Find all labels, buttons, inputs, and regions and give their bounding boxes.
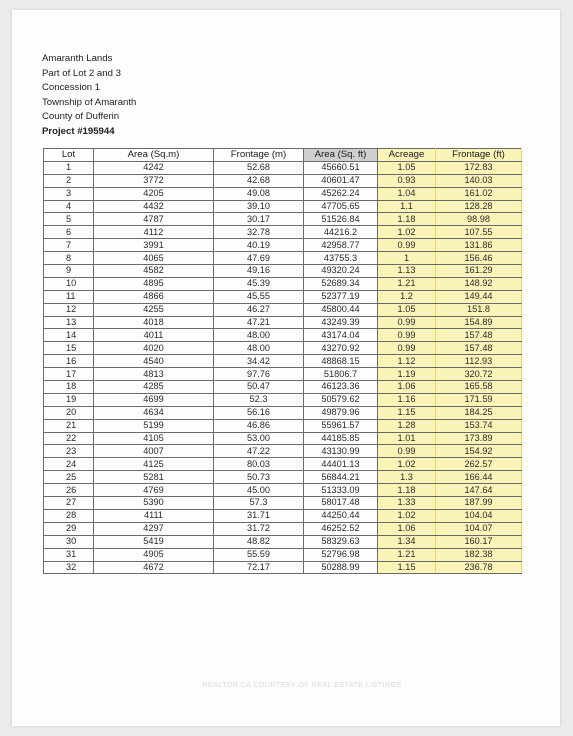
cell-area-sqm: 4297 xyxy=(94,522,214,535)
cell-frontage-ft: 131.86 xyxy=(436,239,522,252)
cell-lot: 5 xyxy=(44,213,94,226)
cell-frontage-m: 52.3 xyxy=(214,393,304,406)
table-row xyxy=(44,329,522,342)
cell-frontage-ft: 157.48 xyxy=(436,342,522,355)
table-row xyxy=(44,484,522,497)
cell-frontage-ft: 161.02 xyxy=(436,187,522,200)
cell-area-sqm: 3991 xyxy=(94,239,214,252)
cell-lot: 2 xyxy=(44,174,94,187)
cell-area-sqft: 48868.15 xyxy=(304,355,378,368)
cell-acreage: 1.33 xyxy=(378,497,436,510)
cell-area-sqm: 5419 xyxy=(94,535,214,548)
cell-frontage-m: 32.78 xyxy=(214,226,304,239)
cell-acreage: 1.05 xyxy=(378,303,436,316)
cell-frontage-m: 57.3 xyxy=(214,497,304,510)
cell-lot: 4 xyxy=(44,200,94,213)
cell-lot: 14 xyxy=(44,329,94,342)
cell-lot: 23 xyxy=(44,445,94,458)
cell-acreage: 1.21 xyxy=(378,277,436,290)
cell-acreage: 1.16 xyxy=(378,393,436,406)
cell-frontage-ft: 104.04 xyxy=(436,509,522,522)
cell-frontage-m: 47.22 xyxy=(214,445,304,458)
cell-lot: 8 xyxy=(44,252,94,265)
table-row xyxy=(44,174,522,187)
cell-area-sqm: 4255 xyxy=(94,303,214,316)
cell-area-sqft: 51526.84 xyxy=(304,213,378,226)
cell-frontage-m: 42.68 xyxy=(214,174,304,187)
cell-acreage: 0.99 xyxy=(378,316,436,329)
cell-area-sqm: 4285 xyxy=(94,381,214,394)
cell-lot: 15 xyxy=(44,342,94,355)
table-row xyxy=(44,187,522,200)
cell-area-sqft: 43270.92 xyxy=(304,342,378,355)
table-row xyxy=(44,471,522,484)
cell-frontage-m: 48.00 xyxy=(214,329,304,342)
cell-frontage-ft: 161.29 xyxy=(436,265,522,278)
cell-area-sqm: 4112 xyxy=(94,226,214,239)
table-row xyxy=(44,252,522,265)
cell-frontage-m: 40.19 xyxy=(214,239,304,252)
col-header-frontage-m: Frontage (m) xyxy=(214,149,304,162)
cell-area-sqm: 4065 xyxy=(94,252,214,265)
header-township: Township of Amaranth xyxy=(42,96,137,108)
cell-area-sqm: 4905 xyxy=(94,548,214,561)
cell-acreage: 1.18 xyxy=(378,213,436,226)
col-header-area-sqm: Area (Sq.m) xyxy=(94,149,214,162)
cell-area-sqft: 49879.96 xyxy=(304,406,378,419)
cell-frontage-m: 31.72 xyxy=(214,522,304,535)
col-header-frontage-ft: Frontage (ft) xyxy=(436,149,522,162)
cell-area-sqft: 50288.99 xyxy=(304,561,378,574)
cell-area-sqft: 52377.19 xyxy=(304,290,378,303)
cell-area-sqm: 4634 xyxy=(94,406,214,419)
cell-acreage: 1.02 xyxy=(378,226,436,239)
cell-frontage-ft: 184.25 xyxy=(436,406,522,419)
cell-acreage: 1 xyxy=(378,252,436,265)
cell-frontage-m: 31.71 xyxy=(214,509,304,522)
cell-area-sqft: 45800.44 xyxy=(304,303,378,316)
cell-acreage: 0.99 xyxy=(378,329,436,342)
cell-frontage-ft: 182.38 xyxy=(436,548,522,561)
cell-lot: 21 xyxy=(44,419,94,432)
cell-frontage-ft: 107.55 xyxy=(436,226,522,239)
cell-acreage: 1.05 xyxy=(378,161,436,174)
cell-acreage: 0.99 xyxy=(378,239,436,252)
cell-acreage: 1.15 xyxy=(378,561,436,574)
cell-area-sqm: 4540 xyxy=(94,355,214,368)
cell-area-sqft: 51806.7 xyxy=(304,368,378,381)
cell-acreage: 1.04 xyxy=(378,187,436,200)
cell-lot: 20 xyxy=(44,406,94,419)
cell-area-sqft: 50579.62 xyxy=(304,393,378,406)
cell-frontage-ft: 98.98 xyxy=(436,213,522,226)
table-row xyxy=(44,239,522,252)
cell-lot: 32 xyxy=(44,561,94,574)
cell-frontage-m: 55.59 xyxy=(214,548,304,561)
cell-area-sqft: 43130.99 xyxy=(304,445,378,458)
table-row xyxy=(44,535,522,548)
cell-lot: 22 xyxy=(44,432,94,445)
cell-frontage-ft: 173.89 xyxy=(436,432,522,445)
cell-area-sqft: 52689.34 xyxy=(304,277,378,290)
cell-lot: 29 xyxy=(44,522,94,535)
cell-frontage-ft: 128.28 xyxy=(436,200,522,213)
cell-frontage-m: 56.16 xyxy=(214,406,304,419)
cell-lot: 12 xyxy=(44,303,94,316)
cell-area-sqft: 40601.47 xyxy=(304,174,378,187)
cell-area-sqm: 4813 xyxy=(94,368,214,381)
cell-lot: 1 xyxy=(44,161,94,174)
cell-acreage: 1.2 xyxy=(378,290,436,303)
cell-frontage-m: 48.82 xyxy=(214,535,304,548)
cell-area-sqm: 4582 xyxy=(94,265,214,278)
cell-frontage-ft: 112.93 xyxy=(436,355,522,368)
cell-acreage: 0.99 xyxy=(378,445,436,458)
cell-lot: 10 xyxy=(44,277,94,290)
lots-table xyxy=(43,148,522,574)
watermark: REALTOR.CA COURTESY OF REAL ESTATE LISTINGS xyxy=(202,682,402,689)
cell-acreage: 1.13 xyxy=(378,265,436,278)
cell-area-sqft: 44250.44 xyxy=(304,509,378,522)
cell-area-sqm: 4242 xyxy=(94,161,214,174)
cell-frontage-m: 39.10 xyxy=(214,200,304,213)
cell-area-sqm: 4011 xyxy=(94,329,214,342)
cell-area-sqft: 58017.48 xyxy=(304,497,378,510)
cell-frontage-ft: 149.44 xyxy=(436,290,522,303)
cell-frontage-ft: 166.44 xyxy=(436,471,522,484)
cell-area-sqft: 58329.63 xyxy=(304,535,378,548)
cell-lot: 18 xyxy=(44,381,94,394)
cell-frontage-m: 48.00 xyxy=(214,342,304,355)
header-project: Project #195944 xyxy=(42,125,115,137)
cell-acreage: 1.1 xyxy=(378,200,436,213)
cell-frontage-m: 45.00 xyxy=(214,484,304,497)
cell-lot: 13 xyxy=(44,316,94,329)
cell-frontage-m: 45.55 xyxy=(214,290,304,303)
cell-area-sqft: 43755.3 xyxy=(304,252,378,265)
table-row xyxy=(44,445,522,458)
table-row xyxy=(44,303,522,316)
cell-frontage-ft: 160.17 xyxy=(436,535,522,548)
cell-frontage-ft: 140.03 xyxy=(436,174,522,187)
col-header-lot: Lot xyxy=(44,149,94,162)
cell-frontage-m: 50.47 xyxy=(214,381,304,394)
table-row xyxy=(44,432,522,445)
cell-frontage-ft: 187.99 xyxy=(436,497,522,510)
cell-frontage-m: 30.17 xyxy=(214,213,304,226)
table-row xyxy=(44,316,522,329)
cell-frontage-m: 34.42 xyxy=(214,355,304,368)
cell-area-sqm: 4787 xyxy=(94,213,214,226)
cell-frontage-ft: 147.64 xyxy=(436,484,522,497)
cell-area-sqft: 45660.51 xyxy=(304,161,378,174)
cell-acreage: 1.18 xyxy=(378,484,436,497)
table-row xyxy=(44,200,522,213)
cell-area-sqm: 4866 xyxy=(94,290,214,303)
cell-lot: 27 xyxy=(44,497,94,510)
cell-area-sqm: 4432 xyxy=(94,200,214,213)
cell-area-sqm: 4769 xyxy=(94,484,214,497)
cell-area-sqm: 5281 xyxy=(94,471,214,484)
cell-area-sqft: 44216.2 xyxy=(304,226,378,239)
cell-area-sqft: 43249.39 xyxy=(304,316,378,329)
cell-area-sqft: 44401.13 xyxy=(304,458,378,471)
header-title: Amaranth Lands xyxy=(42,53,113,64)
cell-lot: 11 xyxy=(44,290,94,303)
cell-area-sqft: 47705.65 xyxy=(304,200,378,213)
cell-acreage: 1.12 xyxy=(378,355,436,368)
cell-acreage: 0.99 xyxy=(378,342,436,355)
cell-area-sqft: 51333.09 xyxy=(304,484,378,497)
table-row xyxy=(44,290,522,303)
cell-frontage-ft: 262.57 xyxy=(436,458,522,471)
cell-acreage: 1.28 xyxy=(378,419,436,432)
table-row xyxy=(44,497,522,510)
table-row xyxy=(44,561,522,574)
cell-area-sqft: 42958.77 xyxy=(304,239,378,252)
cell-frontage-ft: 153.74 xyxy=(436,419,522,432)
cell-frontage-m: 53.00 xyxy=(214,432,304,445)
cell-lot: 24 xyxy=(44,458,94,471)
table-row xyxy=(44,419,522,432)
cell-lot: 9 xyxy=(44,265,94,278)
cell-frontage-ft: 104.07 xyxy=(436,522,522,535)
cell-acreage: 0.93 xyxy=(378,174,436,187)
cell-area-sqm: 4007 xyxy=(94,445,214,458)
cell-area-sqm: 4672 xyxy=(94,561,214,574)
cell-area-sqm: 5390 xyxy=(94,497,214,510)
cell-frontage-m: 47.21 xyxy=(214,316,304,329)
cell-acreage: 1.3 xyxy=(378,471,436,484)
cell-frontage-m: 46.86 xyxy=(214,419,304,432)
header-lots: Part of Lot 2 and 3 xyxy=(42,67,121,79)
cell-lot: 17 xyxy=(44,368,94,381)
header-concession: Concession 1 xyxy=(42,82,101,94)
cell-frontage-ft: 236.78 xyxy=(436,561,522,574)
cell-frontage-m: 49.16 xyxy=(214,265,304,278)
cell-area-sqm: 4018 xyxy=(94,316,214,329)
cell-area-sqft: 45262.24 xyxy=(304,187,378,200)
cell-lot: 25 xyxy=(44,471,94,484)
cell-area-sqft: 46252.52 xyxy=(304,522,378,535)
cell-frontage-ft: 320.72 xyxy=(436,368,522,381)
cell-acreage: 1.02 xyxy=(378,509,436,522)
cell-acreage: 1.06 xyxy=(378,522,436,535)
cell-lot: 3 xyxy=(44,187,94,200)
cell-frontage-m: 50.73 xyxy=(214,471,304,484)
cell-area-sqm: 5199 xyxy=(94,419,214,432)
cell-area-sqm: 4105 xyxy=(94,432,214,445)
table-body xyxy=(44,161,522,574)
cell-area-sqm: 4205 xyxy=(94,187,214,200)
table-row xyxy=(44,509,522,522)
cell-lot: 26 xyxy=(44,484,94,497)
table-row xyxy=(44,342,522,355)
cell-lot: 7 xyxy=(44,239,94,252)
cell-lot: 6 xyxy=(44,226,94,239)
cell-lot: 31 xyxy=(44,548,94,561)
cell-frontage-ft: 154.89 xyxy=(436,316,522,329)
cell-area-sqft: 52796.98 xyxy=(304,548,378,561)
table-row xyxy=(44,393,522,406)
table-header-row xyxy=(44,149,522,162)
cell-acreage: 1.21 xyxy=(378,548,436,561)
cell-frontage-ft: 148.92 xyxy=(436,277,522,290)
document-header xyxy=(42,52,136,140)
table-row xyxy=(44,381,522,394)
document-page xyxy=(12,10,560,726)
cell-area-sqm: 4699 xyxy=(94,393,214,406)
cell-acreage: 1.06 xyxy=(378,381,436,394)
cell-area-sqft: 55961.57 xyxy=(304,419,378,432)
cell-area-sqft: 49320.24 xyxy=(304,265,378,278)
cell-area-sqm: 4020 xyxy=(94,342,214,355)
cell-acreage: 1.34 xyxy=(378,535,436,548)
cell-frontage-m: 72.17 xyxy=(214,561,304,574)
cell-area-sqft: 56844.21 xyxy=(304,471,378,484)
header-county: County of Dufferin xyxy=(42,111,120,123)
table-row xyxy=(44,265,522,278)
cell-area-sqft: 44185.85 xyxy=(304,432,378,445)
cell-frontage-ft: 165.58 xyxy=(436,381,522,394)
cell-area-sqm: 4125 xyxy=(94,458,214,471)
table-row xyxy=(44,406,522,419)
cell-frontage-m: 52.68 xyxy=(214,161,304,174)
cell-frontage-m: 47.69 xyxy=(214,252,304,265)
cell-lot: 28 xyxy=(44,509,94,522)
cell-frontage-ft: 171.59 xyxy=(436,393,522,406)
table-row xyxy=(44,458,522,471)
cell-frontage-m: 97.76 xyxy=(214,368,304,381)
cell-frontage-m: 45.39 xyxy=(214,277,304,290)
cell-frontage-m: 49.08 xyxy=(214,187,304,200)
cell-lot: 30 xyxy=(44,535,94,548)
cell-area-sqft: 46123.36 xyxy=(304,381,378,394)
col-header-area-sqft: Area (Sq. ft) xyxy=(304,149,378,162)
table-row xyxy=(44,368,522,381)
cell-area-sqm: 4111 xyxy=(94,509,214,522)
cell-acreage: 1.02 xyxy=(378,458,436,471)
cell-frontage-ft: 172.83 xyxy=(436,161,522,174)
cell-acreage: 1.19 xyxy=(378,368,436,381)
col-header-acreage: Acreage xyxy=(378,149,436,162)
table-row xyxy=(44,213,522,226)
cell-area-sqm: 3772 xyxy=(94,174,214,187)
cell-frontage-m: 46.27 xyxy=(214,303,304,316)
cell-area-sqm: 4895 xyxy=(94,277,214,290)
table-row xyxy=(44,226,522,239)
cell-lot: 19 xyxy=(44,393,94,406)
cell-frontage-m: 80.03 xyxy=(214,458,304,471)
cell-lot: 16 xyxy=(44,355,94,368)
cell-frontage-ft: 151.8 xyxy=(436,303,522,316)
cell-frontage-ft: 154.92 xyxy=(436,445,522,458)
table-row xyxy=(44,522,522,535)
table-row xyxy=(44,277,522,290)
table-row xyxy=(44,161,522,174)
cell-frontage-ft: 156.46 xyxy=(436,252,522,265)
cell-acreage: 1.01 xyxy=(378,432,436,445)
table-row xyxy=(44,548,522,561)
cell-acreage: 1.15 xyxy=(378,406,436,419)
table-row xyxy=(44,355,522,368)
cell-area-sqft: 43174.04 xyxy=(304,329,378,342)
cell-frontage-ft: 157.48 xyxy=(436,329,522,342)
